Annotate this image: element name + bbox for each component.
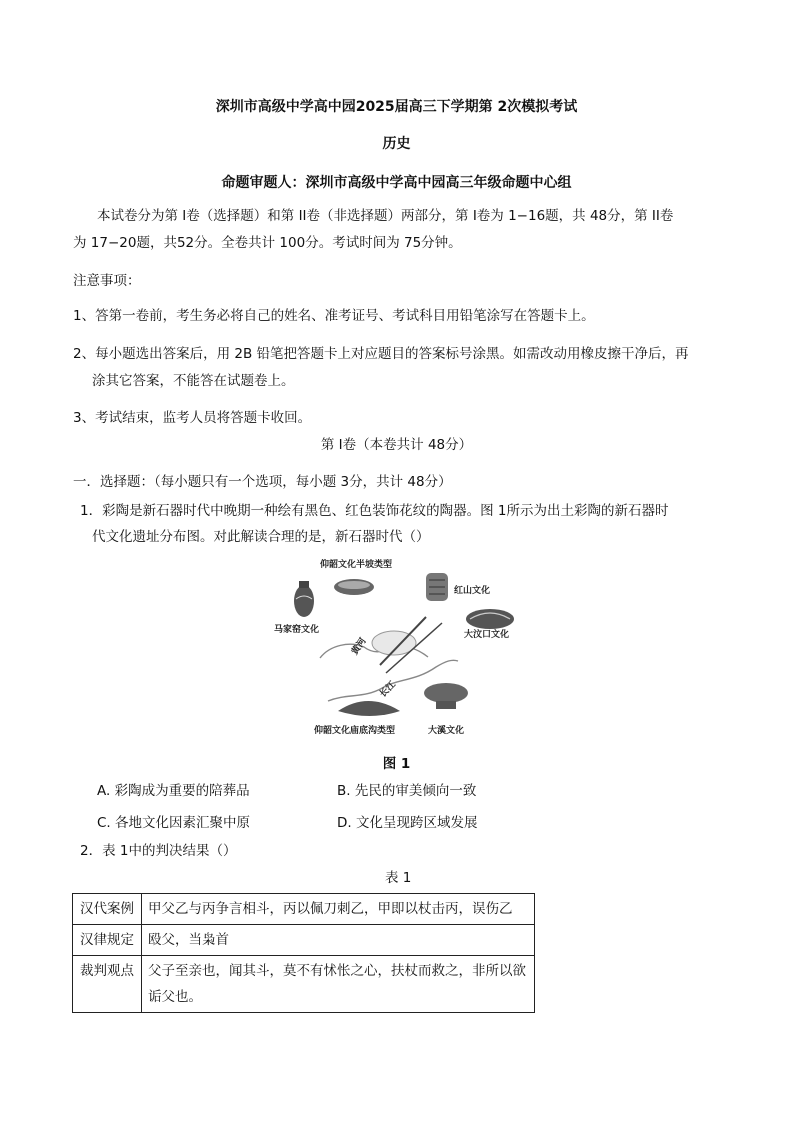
notice-item-2-line-2: 涂其它答案，不能答在试题卷上。 xyxy=(92,373,295,389)
map-label-miaodigou: 仰韶文化庙底沟类型 xyxy=(314,726,396,736)
table-1-caption: 表 1 xyxy=(385,870,412,886)
option-d: D. 文化呈现跨区域发展 xyxy=(337,815,478,831)
neolithic-culture-map xyxy=(268,553,524,739)
map-label-dawenkou: 大汶口文化 xyxy=(464,630,510,640)
table-row-head: 汉代案例 xyxy=(73,894,142,925)
question-2-stem: 2．表 1中的判决结果（） xyxy=(80,843,237,859)
dawenkou-bowl-icon xyxy=(466,609,514,629)
notice-item-3: 3、考试结束，监考人员将答题卡收回。 xyxy=(73,410,312,426)
map-label-yangtze: 长江 xyxy=(378,679,399,700)
author-line: 命题审题人：深圳市高级中学高中园高三年级命题中心组 xyxy=(221,175,572,191)
notice-heading: 注意事项： xyxy=(73,273,141,289)
option-b: B. 先民的审美倾向一致 xyxy=(337,783,477,799)
question-1-line-2: 代文化遗址分布图。对此解读合理的是，新石器时代（） xyxy=(92,529,430,545)
notice-item-1: 1、答第一卷前，考生务必将自己的姓名、准考证号、考试科目用铅笔涂写在答题卡上。 xyxy=(73,308,595,324)
table-row-body: 殴父，当枭首 xyxy=(142,925,535,956)
map-label-daxi: 大溪文化 xyxy=(428,726,465,736)
map-label-hongshan: 红山文化 xyxy=(454,586,491,596)
table-row-head: 汉律规定 xyxy=(73,925,142,956)
banpo-basin-icon xyxy=(334,579,374,595)
daxi-dish-icon xyxy=(424,683,468,709)
option-c: C. 各地文化因素汇聚中原 xyxy=(97,815,251,831)
notice-item-2-line-1: 2、每小题选出答案后，用 2B 铅笔把答题卡上对应题目的答案标号涂黑。如需改动用橡皮擦干净后，再 xyxy=(73,346,689,362)
table-row xyxy=(73,894,535,925)
map-label-yellow-river: 黄河 xyxy=(350,636,369,657)
map-label-banpo: 仰韶文化半坡类型 xyxy=(320,560,393,570)
table-row-body: 甲父乙与丙争言相斗，丙以佩刀刺乙，甲即以杖击丙，误伤乙 xyxy=(142,894,535,925)
table-row xyxy=(73,925,535,956)
hongshan-jar-icon xyxy=(426,573,448,601)
table-row xyxy=(73,956,535,1013)
subject-title: 历史 xyxy=(382,136,411,152)
section-heading: 一．选择题：（每小题只有一个选项，每小题 3分，共计 48分） xyxy=(73,474,452,490)
exam-title: 深圳市高级中学高中园2025届高三下学期第 2次模拟考试 xyxy=(215,99,578,115)
figure-1-caption: 图 1 xyxy=(382,756,411,772)
part-one-title: 第 I卷（本卷共计 48分） xyxy=(320,437,473,453)
question-1-line-1: 1．彩陶是新石器时代中晚期一种绘有黑色、红色装饰花纹的陶器。图 1所示为出土彩陶的新石器时 xyxy=(80,503,669,519)
table-row-body: 父子至亲也，闻其斗，莫不有怵怅之心，扶杖而救之，非所以欲诟父也。 xyxy=(142,956,535,1013)
miaodigou-bowl-icon xyxy=(338,701,400,716)
majiayao-jar-icon xyxy=(294,581,314,617)
judgment-table xyxy=(72,893,535,1013)
intro-line-2: 为 17−20题，共52分。全卷共计 100分。考试时间为 75分钟。 xyxy=(73,235,462,251)
table-row-head: 裁判观点 xyxy=(73,956,142,1013)
map-label-majiayao: 马家窑文化 xyxy=(274,625,320,635)
option-a: A. 彩陶成为重要的陪葬品 xyxy=(97,783,250,799)
intro-line-1: 本试卷分为第 I卷（选择题）和第 II卷（非选择题）两部分，第 I卷为 1−16题，共 48分，第 II卷 xyxy=(97,208,674,224)
